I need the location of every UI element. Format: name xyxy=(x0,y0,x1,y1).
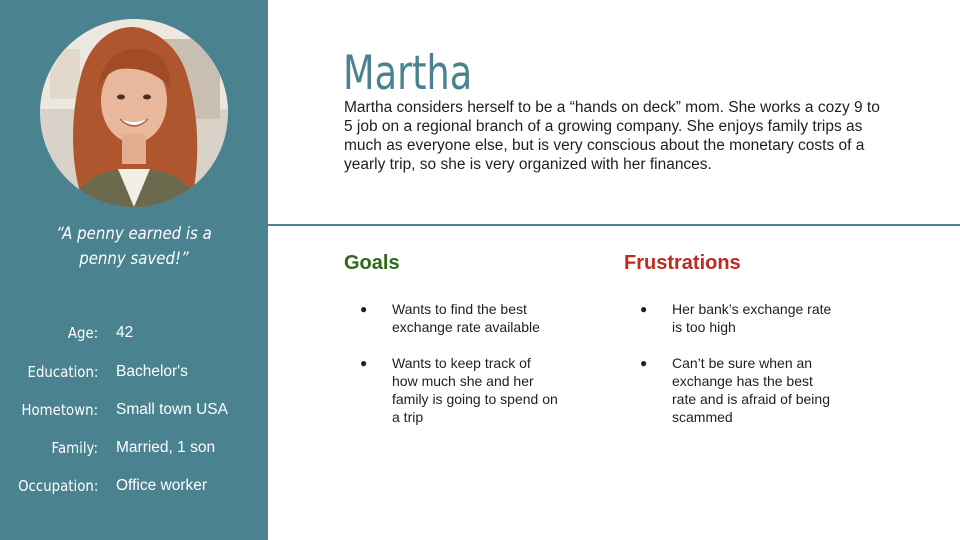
fact-label: Education: xyxy=(27,363,98,381)
goals-heading: Goals xyxy=(344,252,400,274)
fact-label: Occupation: xyxy=(17,477,98,495)
fact-family xyxy=(0,435,268,461)
frustrations-list xyxy=(640,300,840,444)
bullet-icon: ● xyxy=(640,356,648,370)
fact-label: Hometown: xyxy=(21,401,98,419)
bullet-icon: ● xyxy=(640,302,648,316)
goal-text: Wants to find the best exchange rate available xyxy=(392,301,540,335)
fact-label: Family: xyxy=(51,439,98,457)
persona-bio: Martha considers herself to be a “hands on deck” mom. She works a cozy 9 to 5 job on a regional branch of a growing company. She enjoys family trips as much as everyone else, but is very conscious about the monetary costs of a yearly trip, so she is very organized with her finances. xyxy=(344,99,880,173)
frustration-item xyxy=(640,354,840,426)
frustration-text: Her bank’s exchange rate is too high xyxy=(672,301,832,335)
goal-item xyxy=(360,300,560,336)
fact-education xyxy=(0,359,268,385)
frustration-item xyxy=(640,300,840,336)
fact-value: Married, 1 son xyxy=(116,439,216,456)
fact-value: Bachelor's xyxy=(116,363,188,380)
fact-hometown xyxy=(0,397,268,423)
persona-quote: “A penny earned is a penny saved!” xyxy=(56,224,212,269)
bullet-icon: ● xyxy=(360,356,368,370)
goals-list xyxy=(360,300,560,444)
fact-label: Age: xyxy=(67,324,98,342)
fact-age xyxy=(0,320,268,346)
section-divider xyxy=(268,224,960,226)
persona-sidebar xyxy=(0,0,268,540)
fact-value: Small town USA xyxy=(116,401,228,418)
persona-name: Martha xyxy=(343,46,473,101)
frustrations-heading: Frustrations xyxy=(624,252,741,274)
fact-occupation xyxy=(0,473,268,499)
goal-item xyxy=(360,354,560,426)
portrait-photo xyxy=(40,19,228,207)
frustration-text: Can’t be sure when an exchange has the best rate and is afraid of being scammed xyxy=(672,355,830,425)
fact-value: 42 xyxy=(116,324,134,341)
fact-value: Office worker xyxy=(116,477,208,494)
goal-text: Wants to keep track of how much she and her family is going to spend on a trip xyxy=(392,355,558,425)
bullet-icon: ● xyxy=(360,302,368,316)
portrait-illustration xyxy=(40,19,228,207)
